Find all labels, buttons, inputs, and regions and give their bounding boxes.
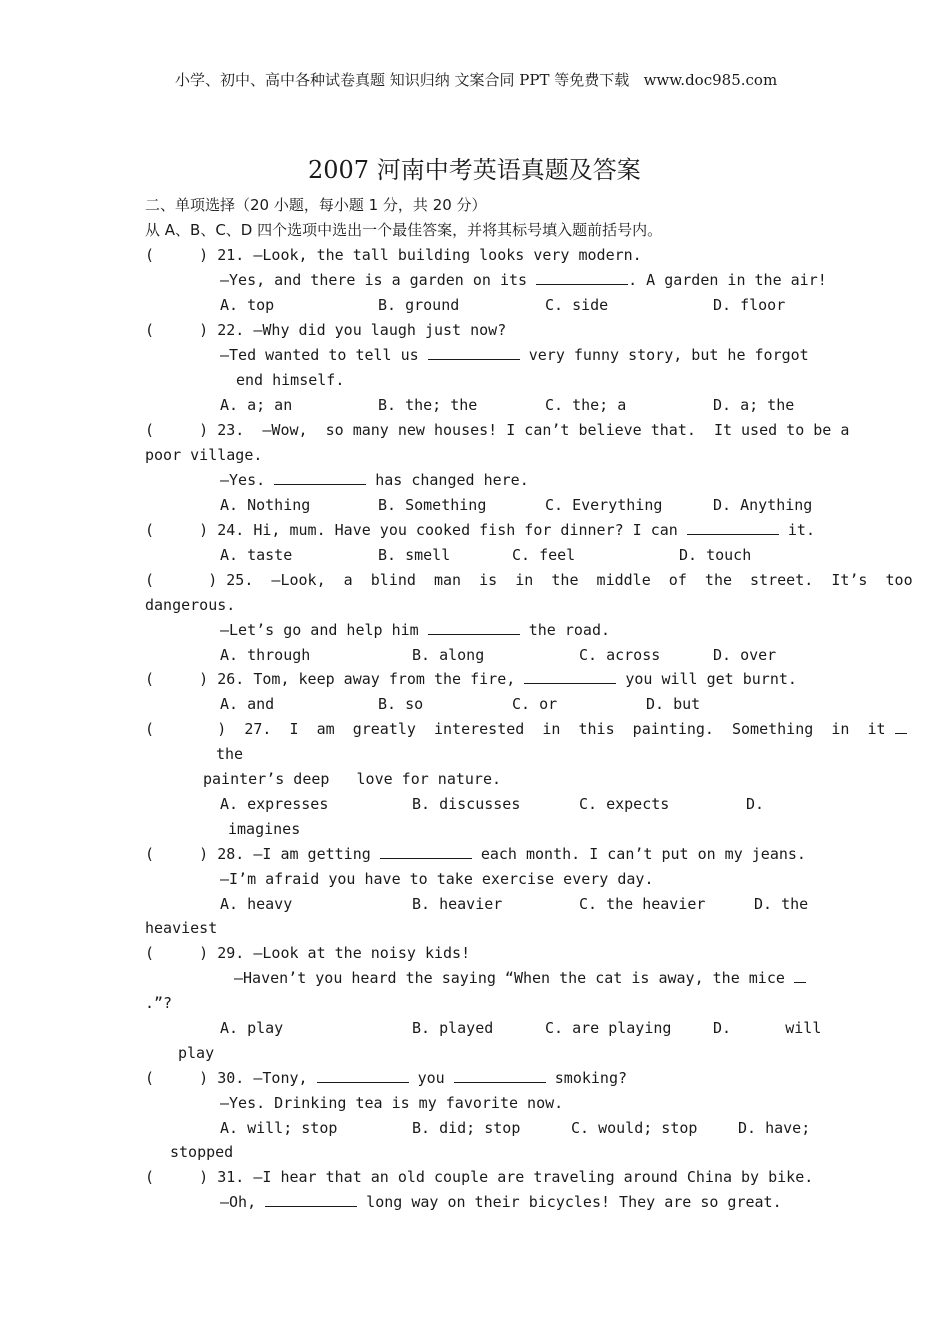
question-27-line3: painter’s deep love for nature. xyxy=(203,770,502,788)
question-27-line2: the xyxy=(216,745,244,763)
question-22-line3: end himself. xyxy=(236,371,345,389)
question-30: ( ) 30. —Tony, you smoking? xyxy=(145,1069,628,1087)
answer-blank xyxy=(428,345,520,360)
option-a: A. expresses xyxy=(220,795,329,813)
option-d: D. over xyxy=(713,646,777,664)
answer-blank xyxy=(536,270,628,285)
answer-blank xyxy=(895,719,907,734)
option-d-text: play xyxy=(178,1044,215,1062)
option-c: C. Everything xyxy=(545,496,663,514)
option-c: C. feel xyxy=(512,546,576,564)
option-b: B. Something xyxy=(378,496,487,514)
option-d: D. Anything xyxy=(713,496,813,514)
question-28-line2: —I’m afraid you have to take exercise every day. xyxy=(220,870,654,888)
option-b: B. heavier xyxy=(412,895,503,913)
answer-blank xyxy=(274,470,366,485)
answer-blank xyxy=(265,1192,357,1207)
answer-blank xyxy=(317,1068,409,1083)
option-b: B. discusses xyxy=(412,795,521,813)
question-21: ( ) 21. —Look, the tall building looks very modern. xyxy=(145,246,642,264)
option-c: C. side xyxy=(545,296,609,314)
option-d-text: heaviest xyxy=(145,919,218,937)
option-d: D. a; the xyxy=(713,396,795,414)
option-d: D. will xyxy=(713,1019,822,1037)
section-instruction: 从 A、B、C、D 四个选项中选出一个最佳答案，并将其标号填入题前括号内。 xyxy=(145,221,663,239)
question-22-line2: —Ted wanted to tell us very funny story, but he forgot xyxy=(220,346,809,364)
option-d: D. the xyxy=(754,895,809,913)
option-b: B. the; the xyxy=(378,396,478,414)
question-29-line3: .”? xyxy=(145,994,173,1012)
option-a: A. through xyxy=(220,646,311,664)
option-a: A. taste xyxy=(220,546,293,564)
question-26: ( ) 26. Tom, keep away from the fire, you will get burnt. xyxy=(145,670,797,688)
option-d: D. floor xyxy=(713,296,786,314)
question-28: ( ) 28. —I am getting each month. I can’t put on my jeans. xyxy=(145,845,806,863)
answer-blank xyxy=(687,520,779,535)
option-c: C. the heavier xyxy=(579,895,706,913)
question-30-line2: —Yes. Drinking tea is my favorite now. xyxy=(220,1094,564,1112)
option-b: B. played xyxy=(412,1019,494,1037)
option-d: D. xyxy=(746,795,765,813)
option-c: C. would; stop xyxy=(571,1119,698,1137)
answer-blank xyxy=(428,620,520,635)
option-a: A. heavy xyxy=(220,895,293,913)
option-d-text: stopped xyxy=(170,1143,234,1161)
option-c: C. expects xyxy=(579,795,670,813)
option-b: B. ground xyxy=(378,296,460,314)
option-a: A. play xyxy=(220,1019,284,1037)
section-heading: 二、单项选择（20 小题，每小题 1 分，共 20 分） xyxy=(145,196,487,214)
option-a: A. will; stop xyxy=(220,1119,338,1137)
option-c: C. the; a xyxy=(545,396,627,414)
option-c: C. are playing xyxy=(545,1019,672,1037)
question-23-line3: —Yes. has changed here. xyxy=(220,471,529,489)
answer-blank xyxy=(524,669,616,684)
option-b: B. did; stop xyxy=(412,1119,521,1137)
option-d: D. but xyxy=(646,695,701,713)
question-27: ( ) 27. I am greatly interested in this painting. Something in it xyxy=(145,719,907,739)
question-21-line2: —Yes, and there is a garden on its . A garden in the air! xyxy=(220,271,827,289)
question-31-line2: —Oh, long way on their bicycles! They are so great. xyxy=(220,1193,782,1211)
question-29-line2: —Haven’t you heard the saying “When the cat is away, the mice xyxy=(234,968,806,988)
option-d: D. touch xyxy=(679,546,752,564)
option-d-text: imagines xyxy=(228,820,301,838)
answer-blank xyxy=(794,968,806,983)
option-b: B. smell xyxy=(378,546,451,564)
option-b: B. along xyxy=(412,646,485,664)
question-23-line2: poor village. xyxy=(145,446,263,464)
option-a: A. a; an xyxy=(220,396,293,414)
question-29: ( ) 29. —Look at the noisy kids! xyxy=(145,944,471,962)
option-c: C. or xyxy=(512,695,558,713)
option-a: A. top xyxy=(220,296,275,314)
option-a: A. and xyxy=(220,695,275,713)
question-23: ( ) 23. —Wow, so many new houses! I can’t believe that. It used to be a xyxy=(145,421,850,439)
question-22: ( ) 22. —Why did you laugh just now? xyxy=(145,321,507,339)
answer-blank xyxy=(454,1068,546,1083)
question-25: ( ) 25. —Look, a blind man is in the middle of the street. It’s too xyxy=(145,571,913,589)
question-25-line2: dangerous. xyxy=(145,596,236,614)
option-d: D. have; xyxy=(738,1119,811,1137)
option-c: C. across xyxy=(579,646,661,664)
option-a: A. Nothing xyxy=(220,496,311,514)
option-b: B. so xyxy=(378,695,424,713)
page-title: 2007 河南中考英语真题及答案 xyxy=(308,156,641,184)
question-24: ( ) 24. Hi, mum. Have you cooked fish for dinner? I can it. xyxy=(145,521,815,539)
page-header: 小学、初中、高中各种试卷真题 知识归纳 文案合同 PPT 等免费下载 www.doc985.com xyxy=(175,71,778,89)
answer-blank xyxy=(380,844,472,859)
question-31: ( ) 31. —I hear that an old couple are traveling around China by bike. xyxy=(145,1168,814,1186)
question-25-line3: —Let’s go and help him the road. xyxy=(220,621,611,639)
